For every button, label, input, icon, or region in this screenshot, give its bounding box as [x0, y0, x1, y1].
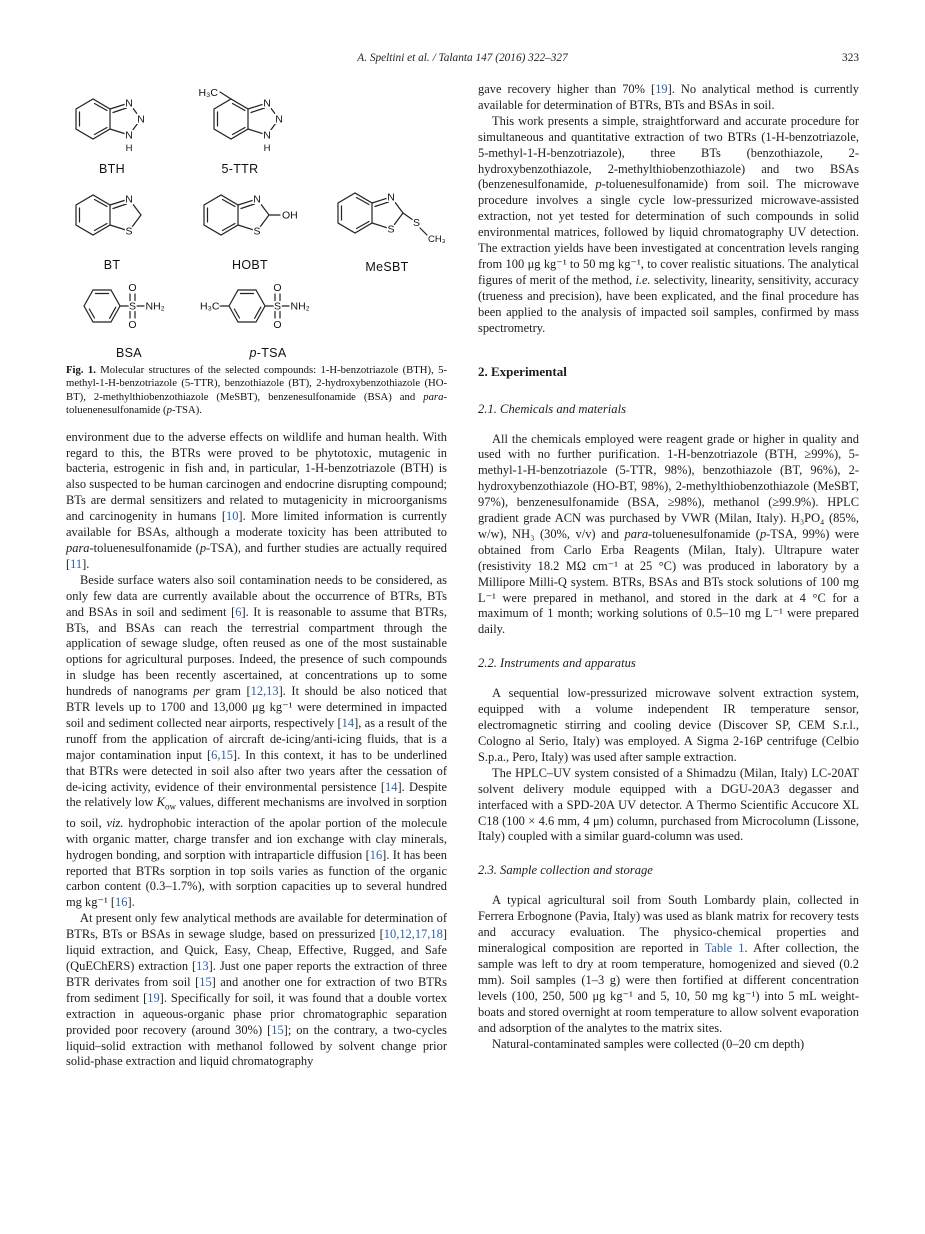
citation-link[interactable]: 16 — [369, 847, 383, 862]
structure-label-bth: BTH — [99, 162, 125, 176]
paragraph: environment due to the adverse effects on wildlife and human health. With regard to this, the BTRs were proved to be phytotoxic, mutagenic in bacteria, estrogenic in fish and, in particular, 1-H-benzotriazole (BTH) is also suspected to be human carcinogen and endocrine disrupting compound; BTs are dermal sensitizers and related to mutagenicity in microorganisms and carcinogenity in humans [10]. More limited information is currently available for BSAs, although a moderate toxicity has been attributed to para-toluenesulfonamide (p-TSA), and further studies are actually required [11]. — [66, 429, 447, 571]
structure-bsa — [74, 274, 184, 360]
atom-label: N — [253, 193, 261, 206]
citation-link[interactable]: 14 — [385, 779, 398, 794]
figure-caption — [66, 364, 447, 418]
instruments-text — [478, 686, 859, 845]
citation-link[interactable]: 11 — [70, 556, 83, 571]
subsection-heading-chemicals: 2.1. Chemicals and materials — [478, 401, 626, 416]
atom-label: N — [263, 97, 271, 110]
methyl-label: CH₃ — [428, 234, 446, 245]
citation-link[interactable]: 10 — [225, 509, 239, 524]
structure-hobt — [194, 184, 306, 272]
methyl-label: H₃C — [200, 300, 220, 313]
toluenesulfonamide-structure-drawing — [198, 274, 338, 338]
methylbenzotriazole-structure-drawing — [184, 88, 296, 154]
citation-link[interactable]: 16 — [115, 895, 128, 910]
chemicals-text — [478, 432, 859, 639]
running-head — [66, 52, 859, 68]
structure-ptsa — [198, 274, 338, 360]
paragraph: This work presents a simple, straightforward and accurate procedure for simultaneous and quantitative extraction of two BTRs (1-H-benzotriazole, 5-methyl-1-H-benzotriazole), three BTs (benzothiazole, 2-hydroxybenzothiazole, 2-methylthiobenzothiazole) and two BSAs (benzenesulfonamide, p-toluenesulfonamide) from soil. The microwave procedure involves a single cycle low-pressurized microwave-assisted extraction, not yet tested for determination of such compounds in solid environmental matrices, followed by liquid chromatography UV detection. The extraction yields have been investigated at concentration levels ranging from 100 μg kg⁻¹ to 50 mg kg⁻¹, to cover realistic situations. The analytical figures of merit of the method, i.e. selectivity, linearity, sensitivity, accuracy (trueness and precision), have been explicated, and the final procedure has been applied to the analysis of impacted soil samples, confirmed by mass spectrometry. — [478, 113, 859, 335]
structure-label-ptsa: p-TSA — [249, 346, 287, 360]
citation-link[interactable]: 15 — [199, 974, 212, 989]
atom-label: H — [263, 143, 271, 154]
citation-link[interactable]: 6,15 — [211, 747, 233, 762]
paragraph: Natural-contaminated samples were collected (0–20 cm depth) — [492, 1036, 805, 1051]
paragraph: gave recovery higher than 70% [19]. No analytical method is currently available for determination of BTRs, BTs and BSAs in soil. — [478, 82, 859, 112]
methylthiobenzothiazole-structure-drawing — [328, 182, 446, 252]
benzothiazole-structure-drawing — [66, 184, 158, 250]
structure-label-hobt: HOBT — [232, 258, 268, 272]
citation-link[interactable]: 6 — [235, 604, 242, 619]
two-column-body — [66, 82, 859, 1070]
atom-label: S — [253, 225, 261, 238]
atom-label: N — [263, 129, 271, 142]
atom-label: N — [137, 113, 145, 126]
citation-link[interactable]: 10,12,17,18 — [383, 927, 443, 942]
citation-link[interactable]: 13 — [196, 959, 209, 974]
paragraph: A typical agricultural soil from South Lombardy plain, collected in Ferrera Erbognone (Pavia, Italy) was used as blank matrix for recovery tests and accuracy evaluation. The physico-chemical properties and mineralogical composition are reported in Table 1. After collection, the sample was left to dry at room temperature, homogenized and sieved (0.2 mm). Soil samples (1–3 g) were then fortified at different concentration levels (100, 250, 500 μg kg⁻¹ and 5, 10, 50 mg kg⁻¹) into 5 mL weight-boats and stored overnight at room temperature to allow solvent evaporation and adsorption of the analytes to the matrix sites. — [478, 893, 859, 1035]
citation-link[interactable]: 12,13 — [250, 684, 279, 699]
hydroxybenzothiazole-structure-drawing — [194, 184, 306, 250]
sampling-text — [478, 893, 859, 1052]
oxygen-label: O — [273, 282, 282, 294]
atom-label: S — [387, 223, 395, 236]
subsection-heading-instruments: 2.2. Instruments and apparatus — [478, 656, 636, 671]
structure-bth — [66, 88, 158, 176]
benzenesulfonamide-structure-drawing — [74, 274, 184, 338]
citation-link[interactable]: 14 — [341, 715, 355, 730]
hydroxyl-label: OH — [282, 209, 298, 222]
atom-label: N — [387, 191, 395, 204]
citation-link[interactable]: 19 — [147, 990, 160, 1005]
introduction-continued-text — [478, 82, 859, 337]
thioether-label: S — [412, 217, 421, 229]
running-title: A. Speltini et al. / Talanta 147 (2016) 322–327 — [357, 52, 568, 64]
oxygen-label: O — [128, 319, 137, 331]
atom-label: N — [125, 97, 133, 110]
atom-label: S — [125, 225, 133, 238]
methyl-label: H₃C — [198, 88, 218, 99]
section-heading-experimental: 2. Experimental — [478, 363, 567, 379]
amide-label: NH₂ — [290, 300, 310, 313]
structure-mesbt — [328, 182, 446, 274]
structure-5ttr — [184, 88, 296, 176]
citation-link[interactable]: 15 — [271, 1022, 284, 1037]
paragraph: Beside surface waters also soil contamination needs to be considered, as only few data are currently available about the occurrence of BTRs, BTs and BSAs in soil and sediment [6]. It is reasonable to assume that BTRs, BTs, and BSAs can reach the terrestrial compartment through the application of sewage sludge, often reused as one of the most sustainable options for agricultural purposes. Indeed, the presence of such compounds in sludge has been recently ascertained, at concentrations up to some hundreds of nanograms per gram [12,13]. It should be also noticed that BTR levels up to 1700 and 13,000 μg kg⁻¹ were determined in impacted soil and sediment collected near airports, respectively [14], as a result of the runoff from the application of aircraft de-icing/anti-icing fluids, that is a major contamination input [6,15]. In this context, it has to be underlined that BTRs were detected in soil also after two years after the cessation of de-icing activity, evidence of their environmental persistence [14]. Despite the relatively low $K_{ow}$ values, different mechanisms are involved in sorption to soil, viz. hydrophobic interaction of the apolar portion of the molecule with organic matter, charge transfer and ion exchange with clay minerals, hydrogen bonding, and sorption with intraparticle diffusion [16]. It has been reported that BTRs sorption in top soils varies as function of the organic carbon content (0.3–1.7%), with sorption capacities up to several hundred mg kg⁻¹ [16]. — [66, 572, 448, 910]
subsection-heading-sampling: 2.3. Sample collection and storage — [478, 863, 653, 878]
structure-bt — [66, 184, 158, 272]
inline-link[interactable]: Table 1 — [704, 941, 745, 956]
structure-label-mesbt: MeSBT — [365, 260, 409, 274]
structure-label-5ttr: 5-TTR — [221, 162, 259, 176]
sulfur-label: S — [128, 300, 137, 313]
structure-label-bt: BT — [103, 258, 121, 272]
amide-label: NH₂ — [145, 300, 165, 313]
paragraph: At present only few analytical methods are available for determination of BTRs, BTs or BSAs in sewage sludge, based on pressurized [10,12,17,18] liquid extraction, and Quick, Easy, Cheap, Effective, Rugged, and Safe (QuEChERS) extraction [13]. Just one paper reports the extraction of three BTR derivates from soil [15] and another one for extraction of two BTRs from sediment [19]. Specifically for soil, it was found that a double vortex extraction in aqueous-organic phase prior chromatographic separation provided poor recovery (around 30%) [15]; on the contrary, a two-cycles liquid–solid extraction with methanol followed by solvent change prior solid-phase extraction and liquid chromatography — [66, 911, 447, 1069]
atom-label: N — [125, 193, 133, 206]
left-column — [66, 82, 447, 1070]
atom-label: N — [125, 129, 133, 142]
left-column-text — [66, 430, 447, 1071]
right-column — [478, 82, 859, 1070]
sulfur-label: S — [273, 300, 282, 313]
figure-caption-text: Molecular structures of the selected compounds: 1-H-benzotriazole (BTH), 5-methyl-1-H-benzotriazole (5-TTR), benzothiazole (BT), 2-hydroxybenzothiazole (HO-BT), 2-methylthiobenzothiazole (MeSBT), benzenesulfonamide (BSA) and para-toluenenesulfonamide (p-TSA). — [66, 364, 447, 417]
figure-1 — [66, 82, 447, 418]
oxygen-label: O — [128, 282, 137, 294]
benzotriazole-structure-drawing — [66, 88, 158, 154]
bonds — [204, 195, 280, 235]
figure-caption-label: Fig. 1. — [66, 364, 96, 376]
figure-1-canvas — [66, 82, 447, 360]
structure-label-bsa: BSA — [116, 346, 142, 360]
page-number: 323 — [842, 52, 859, 64]
paragraph: The HPLC–UV system consisted of a Shimadzu (Milan, Italy) LC-20AT solvent delivery module equipped with a DGU-20A3 degasser and interfaced with a SPD-20A UV detector. A Thermo Scientific Accucore XL C18 (100 × 4.6 mm, 4 μm) column, purchased from Microcolumn (Lissone, Italy) coupled with a similar guard-column was used. — [478, 765, 859, 844]
citation-link[interactable]: 19 — [655, 82, 668, 96]
paragraph: A sequential low-pressurized microwave solvent extraction system, equipped with a volume independent IR temperature sensor, electromagnetic stirring and cooling device (Discover SP, CEM S.r.l., Cologno al Serio, Italy) was employed. A Sigma 2-16P centrifuge (Celbio S.p.a., Pero, Italy) was used after sample extraction. — [478, 686, 859, 764]
atom-label: N — [275, 113, 283, 126]
atom-label: H — [125, 143, 133, 154]
paragraph: All the chemicals employed were reagent grade or higher in quality and used with no further purification. 1-H-benzotriazole (BTH, ≥99%), 5-methyl-1-H-benzotriazole (5-TTR, 98%), benzothiazole (BT, 96%), 2-hydroxybenzothiazole (HO-BT, 98%), 2-methylthiobenzothiazole (MeSBT, 97%), benzenesulfonamide (BSA, ≥98%), methanol (≥99.9%). HPLC gradient grade ACN was purchased by VWR (Milan, Italy). H₃PO₄ (85%, w/w), NH₃ (30%, v/v) and para-toluenesulfonamide (p-TSA, 99%) were obtained from Carlo Erba Reagents (Milan, Italy). Ultrapure water (resistivity 18.2 MΩ cm⁻¹ at 25 °C) was produced in laboratory by a Millipore Milli-Q system. BTRs, BSAs and BTs stock solutions of 100 mg L⁻¹ were prepared in methanol, and stored in the dark at 4 °C for a maximum of 1 month; working solutions of 0.5–10 mg L⁻¹ were prepared daily. — [478, 431, 860, 637]
oxygen-label: O — [273, 319, 282, 331]
